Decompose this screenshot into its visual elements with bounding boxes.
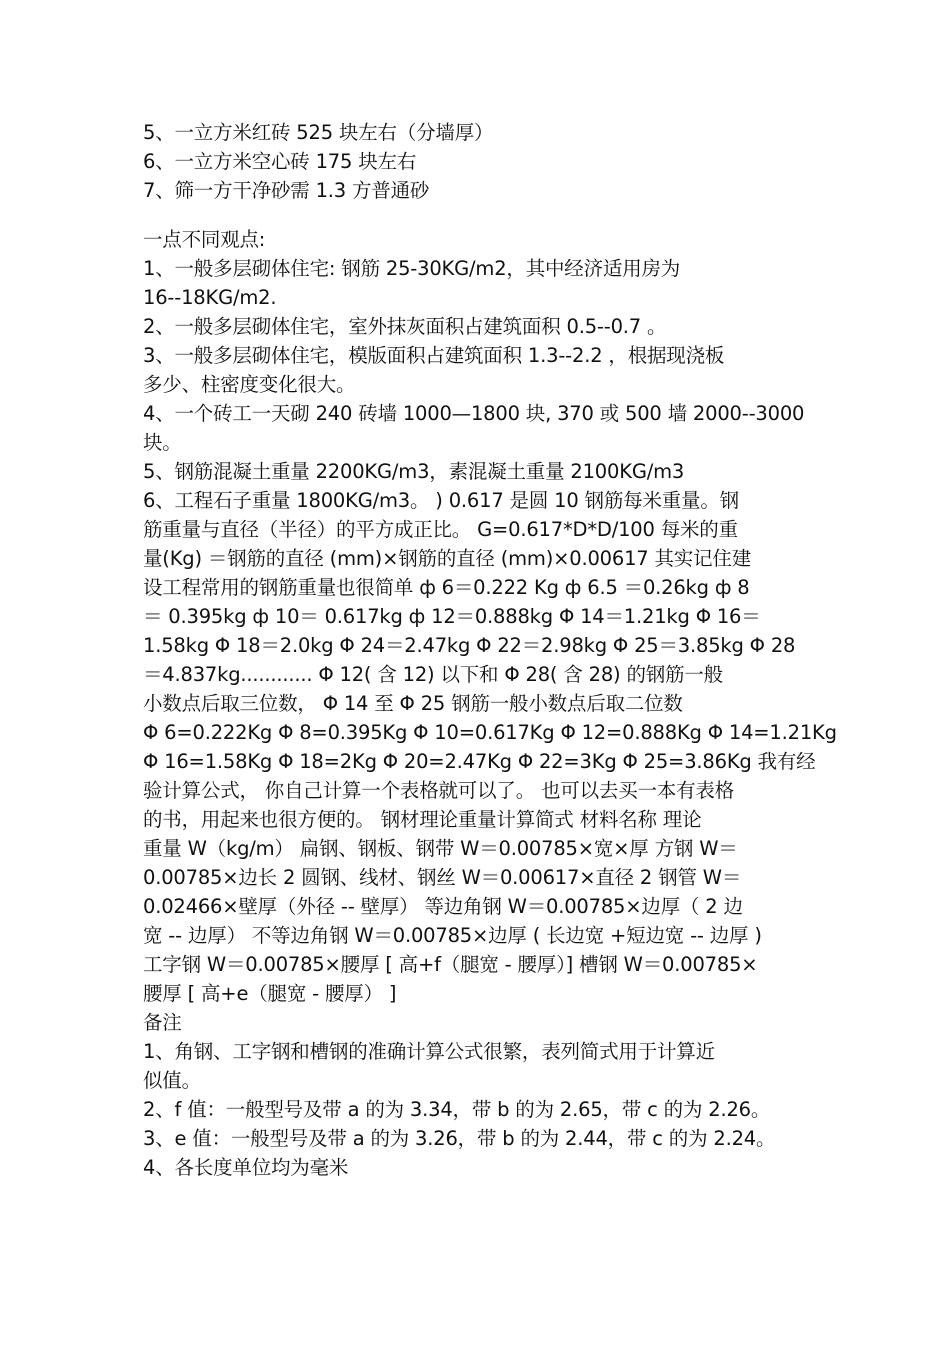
text-line: 16--18KG/m2. [143,286,277,309]
note-line: 4、各长度单位均为毫米 [143,1156,349,1179]
text-line: 5、钢筋混凝土重量 2200KG/m3，素混凝土重量 2100KG/m3 [143,460,685,483]
text-line: Φ 6=0.222Kg Φ 8=0.395Kg Φ 10=0.617Kg Φ 12=0.888Kg Φ 14=1.21Kg [143,721,837,744]
note-line: 似值。 [143,1069,201,1092]
text-line: ＝ 0.395kg ф 10＝ 0.617kg ф 12＝0.888kg Φ 14＝1.21kg Φ 16＝ [143,605,761,628]
notes-body [143,1037,811,1182]
text-line: 验计算公式， 你自己计算一个表格就可以了。 也可以去买一本有表格 [143,779,734,802]
list-top [143,118,811,205]
viewpoint-body [143,254,837,1008]
list-item: 6、一立方米空心砖 175 块左右 [143,150,417,173]
note-line: 1、角钢、工字钢和槽钢的准确计算公式很繁，表列简式用于计算近 [143,1040,715,1063]
text-line: 0.00785×边长 2 圆钢、线材、钢丝 W＝0.00617×直径 2 钢管 W＝ [143,866,742,889]
text-line: 1.58kg Φ 18＝2.0kg Φ 24＝2.47kg Φ 22＝2.98kg Φ 25＝3.85kg Φ 28 [143,634,796,657]
text-line: 腰厚 [ 高+e（腿宽 - 腰厚） ] [143,982,397,1005]
text-line: 重量 W（kg/m） 扁钢、钢板、钢带 W＝0.00785×宽×厚 方钢 W＝ [143,837,738,860]
note-line: 2、f 值：一般型号及带 a 的为 3.34，带 b 的为 2.65，带 c 的为 2.26。 [143,1098,771,1121]
text-line: 宽 -- 边厚） 不等边角钢 W＝0.00785×边厚 ( 长边宽 +短边宽 -- 边厚 ) [143,924,762,947]
text-line: 4、一个砖工一天砌 240 砖墙 1000—1800 块, 370 或 500 墙 2000--3000 [143,402,805,425]
text-line: 的书，用起来也很方便的。 钢材理论重量计算简式 材料名称 理论 [143,808,702,831]
text-line: 多少、柱密度变化很大。 [143,373,356,396]
text-line: 0.02466×壁厚（外径 -- 壁厚） 等边角钢 W＝0.00785×边厚（ 2 边 [143,895,743,918]
text-line: 筋重量与直径（半径）的平方成正比。 G=0.617*D*D/100 每米的重 [143,518,738,541]
text-line: 小数点后取三位数， Φ 14 至 Φ 25 钢筋一般小数点后取二位数 [143,692,683,715]
document-page [143,118,837,1182]
text-line: 1、一般多层砌体住宅: 钢筋 25-30KG/m2，其中经济适用房为 [143,257,681,280]
note-line: 3、e 值：一般型号及带 a 的为 3.26，带 b 的为 2.44，带 c 的为 2.24。 [143,1127,776,1150]
text-line: 2、一般多层砌体住宅，室外抹灰面积占建筑面积 0.5--0.7 。 [143,315,667,338]
text-line: 量(Kg) ＝钢筋的直径 (mm)×钢筋的直径 (mm)×0.00617 其实记住建 [143,547,752,570]
text-line: 工字钢 W＝0.00785×腰厚 [ 高+f（腿宽 - 腰厚）] 槽钢 W＝0.00785× [143,953,758,976]
text-line: 6、工程石子重量 1800KG/m3。 ) 0.617 是圆 10 钢筋每米重量。钢 [143,489,739,512]
list-item: 7、筛一方干净砂需 1.3 方普通砂 [143,179,430,202]
text-line: 设工程常用的钢筋重量也很简单 ф 6＝0.222 Kg ф 6.5 ＝0.26kg ф 8 [143,576,750,599]
list-item: 5、一立方米红砖 525 块左右（分墙厚） [143,121,494,144]
notes-heading: 备注 [143,1011,182,1034]
viewpoint-heading: 一点不同观点: [143,228,266,251]
text-line: 块。 [143,431,182,454]
text-line: ＝4.837kg............ Φ 12( 含 12) 以下和 Φ 28( 含 28) 的钢筋一般 [143,663,723,686]
text-line: Φ 16=1.58Kg Φ 18=2Kg Φ 20=2.47Kg Φ 22=3Kg Φ 25=3.86Kg 我有经 [143,750,816,773]
text-line: 3、一般多层砌体住宅，模版面积占建筑面积 1.3--2.2 ，根据现浇板 [143,344,725,367]
